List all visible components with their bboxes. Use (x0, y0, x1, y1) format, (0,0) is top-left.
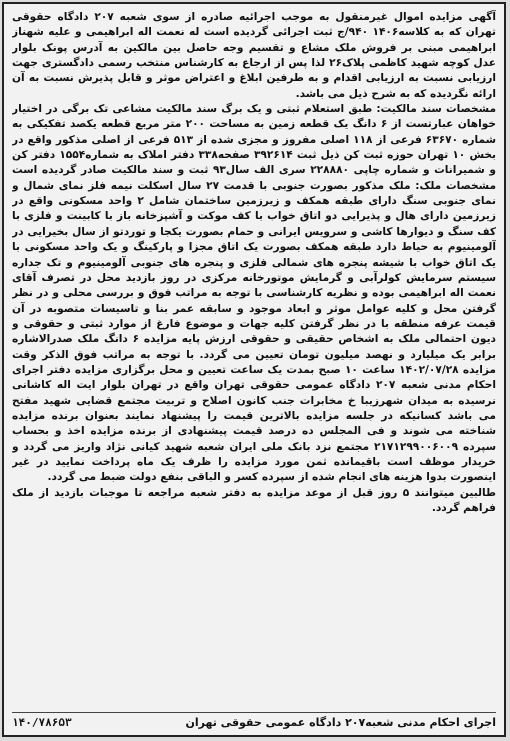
notice-paragraph-details: مشخصات سند مالکیت: طبق استعلام ثبتی و یک برگ سند مالکیت مشاعی تک برگی در اختیار خواهان عبارتست از ۶ دانگ یک قطعه زمین به مساحت ۲۰۰ متر مربع قطعه یکصد تفکیکی به شماره ۶۳۶۷۰ فرعی از ۱۱۸ اصلی مفروز و مجزی شده از ۵۱۳ فرعی از اصلی مذکور واقع در بخش ۱۰ تهران حوزه ثبت کن ذیل ثبت ۳۹۲۶۱۴ صفحه۳۳۸ دفتر املاک به شماره۱۵۵۴ دفتر کن و شمیرانات و شماره چاپی ۲۲۸۸۸۰ سری الف سال۹۳ ثبت و سند مالکیت صادر گردیده است مشخصات ملک: ملک مذکور بصورت جنوبی با قدمت ۲۷ سال اسکلت نیمه فلز نمای شمال و نمای جنوبی سنگ دارای طبقه همکف و زیرزمین ساختمان شامل ۲ واحد مسکونی واقع در زیرزمین دارای هال و پذیرایی دو اتاق خواب با کف موکت و آشپزخانه باز با کابینت و فلزی با کف سنگ و دیوارها کاشی و سرویس ایرانی و حمام بصورت یکجا و توردتو از سال بخیرایی در آلومینیوم به حیاط دارد طبقه همکف بصورت یک اتاق مجزا و پارکینگ و یک واحد مسکونی با یک اتاق خواب با شیشه پنجره های شمالی فلزی و پنجره های جنوبی آلومینیوم و تک جداره سیستم سرمایش کولرآبی و گرمایش موتورخانه مرکزی در روز بازدید محل در تصرف آقای نعمت اله ابراهیمی بوده و نظریه کارشناسی با توجه به مراتب فوق و بررسی محلی و در نظر گرفتن محل و کلیه عوامل موثر و ابعاد موجود و سابقه عمر بنا و تاسیسات متصوبه در آن قیمت عرفه منطقه با در نظر گرفتن کلیه جهات و موضوع فارغ از موارد ثبتی و حقوقی و دیون احتمالی ملک به اشخاص حقیقی و حقوقی ارزش پایه مزایده ۶ دانگ ملک صدرالاشاره برابر یک میلیارد و نهصد میلیون تومان تعیین می گردد. با توجه به مراتب فوق الذکر وقت مزایده ۱۴۰۲/۰۷/۲۸ ساعت ۱۰ صبح بمدت یک ساعت تعیین و محل برگزاری مزایده دفتر اجرای احکام مدنی شعبه ۲۰۷ دادگاه عمومی حقوقی تهران واقع در تهران بلوار ایت اله کاشانی نرسیده به میدان شهرزیبا خ مخابرات جنب کانون اصلاح و تربیت مجتمع قضایی شهید مفتح می باشد کسانیکه در جلسه مزایده بالاترین قیمت را پیشنهاد نمایند بعنوان برنده مزایده شناخته می شوند و فی المجلس ده درصد قیمت پیشنهادی از برنده مزایده اخذ و بحساب سپرده ۲۱۷۱۲۹۹۰۰۶۰۰۹ مجتمع نزد بانک ملی ایران شعبه شهید کیانی نژاد واریز می گردد و خریدار موظف است باقیمانده ثمن مورد مزایده را ظرف یک ماه پرداخت نمایید در غیر اینصورت بدوا هزینه های انجام شده از سپرده کسر و الباقی بنفع دولت ضبط می گردد. (12, 103, 496, 484)
notice-sheet (2, 2, 506, 737)
notice-paragraph-visit: طالبین میتوانند ۵ روز قبل از موعد مزایده به دفتر شعبه مراجعه تا موجبات بازدید از ملک فراهم گردد. (12, 486, 496, 514)
footer-code: ۱۴۰/۷۸۶۵۳ (12, 715, 72, 729)
footer-signature: اجرای احکام مدنی شعبه۲۰۷ دادگاه عمومی حقوقی تهران (185, 715, 496, 729)
notice-body (12, 10, 496, 706)
notice-paragraph-intro: آگهی مزایده اموال غیرمنقول به موجب اجرائیه صادره از سوی شعبه ۲۰۷ دادگاه حقوقی تهران که به کلاسه۱۴۰۶ ۹۴۰/ج ثبت اجرائی گردیده است له نعمت اله ابراهیمی و علیه شهناز ابراهیمی مبنی بر فروش ملک مشاع و تقسیم وجه حاصل بین مالکین به آدرس پونک بلوار عدل کوچه شهید کاظمی پلاک۲۶ لذا پس از ارجاع به کارشناس منتخب رسمی دادگستری جهت ارزیابی نسبت به ارزیابی اقدام و به طرفین ابلاغ و اعتراض موثر و قابل پذیرش نسبت به آن ارائه نگردیده که به شرح ذیل می باشد. (12, 11, 496, 100)
notice-footer (12, 712, 496, 731)
